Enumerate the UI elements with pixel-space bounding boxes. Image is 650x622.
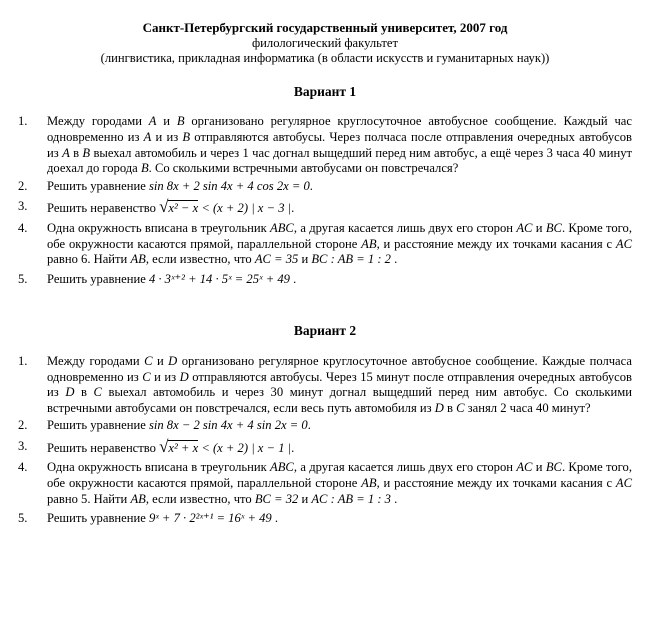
problem-2-2: 2. Решить уравнение sin 8x − 2 sin 4x + 4 sin 2x = 0. [18,418,311,433]
sqrt-sign: √ [159,197,169,217]
problem-2-3: 3. Решить неравенство √x² + x < (x + 2) | x − 1 |. [18,436,295,456]
problem-1-4: 4. Одна окружность вписана в треугольник ABC, а другая касается лишь двух его сторон AC и BC. Кроме того, обе окружности касаются прямой, параллельной стороне AB, и расстояние между их точками касания с AC равно 6. Найти AB, если известно, что AC = 35 и BC : AB = 1 : 2 . [18,220,633,267]
problem-1-3: 3. Решить неравенство √x² − x < (x + 2) | x − 3 |. [18,197,295,217]
faculty-line: филологический факультет [252,35,398,50]
equation: 9ˣ + 7 · 2²ˣ⁺¹ = 16ˣ + 49 [148,511,272,526]
variant-1-title: Вариант 1 [293,83,357,99]
variant-1-problems [18,114,632,287]
problem-2-4: 4. Одна окружность вписана в треугольник ABC, а другая касается лишь двух его сторон AC и BC. Кроме того, обе окружности касаются прямой, параллельной стороне AB, и расстояние между их точками касания с AC равно 5. Найти AB, если известно, что BC = 32 и AC : AB = 1 : 3 . [18,460,633,506]
document-page [18,20,632,527]
specialty-line: (лингвистика, прикладная информатика (в области искусств и гуманитарных наук)) [100,51,550,66]
problem-2-1: 1. Между городами C и D организовано регулярное круглосуточное автобусное сообщение. Каждые полчаса одновременно из C и из D отправляются автобусы. Через 15 минут после отправления очередных автобусов из D в C выехал автомобиль и через 30 минут догнал выщедший перед ним автобус. Со сколькими встречными автобусами он повстречался, если весь путь автомобиля из D в C занял 2 часа 40 минут? [18,353,632,415]
radicand: x² − x [168,201,199,216]
radicand: x² + x [168,440,199,455]
problem-1-5: 5. Решить уравнение 4 · 3ˣ⁺² + 14 · 5ˣ = 25ˣ + 49 . [18,271,297,286]
variant-2-title: Вариант 2 [293,323,357,339]
problem-2-5: 5. Решить уравнение 9ˣ + 7 · 2²ˣ⁺¹ = 16ˣ + 49 . [18,511,279,526]
sqrt-sign: √ [159,436,169,456]
variant-2-problems [18,354,632,527]
university-title: Санкт-Петербургский государственный университет, 2007 год [142,20,508,35]
equation: sin 8x − 2 sin 4x + 4 sin 2x = 0 [148,418,308,433]
equation: sin 8x + 2 sin 4x + 4 cos 2x = 0 [148,178,310,193]
problem-1-2: 2. Решить уравнение sin 8x + 2 sin 4x + 4 cos 2x = 0. [18,178,313,193]
equation: 4 · 3ˣ⁺² + 14 · 5ˣ = 25ˣ + 49 [148,271,290,286]
problem-1-1: 1. Между городами A и B организовано регулярное круглосуточное автобусное сообщение. Каждый час одновременно из A и из B отправляются автобусы. Через полчаса после отправления очередных автобусов из A в B выехал автомобиль и через 1 час догнал выщедший перед ним автобус, а ещё через 3 часа 40 минут доехал до города B. Со сколькими встречными автобусами он повстречался? [18,114,632,176]
problem-number: 1. [18,114,28,129]
